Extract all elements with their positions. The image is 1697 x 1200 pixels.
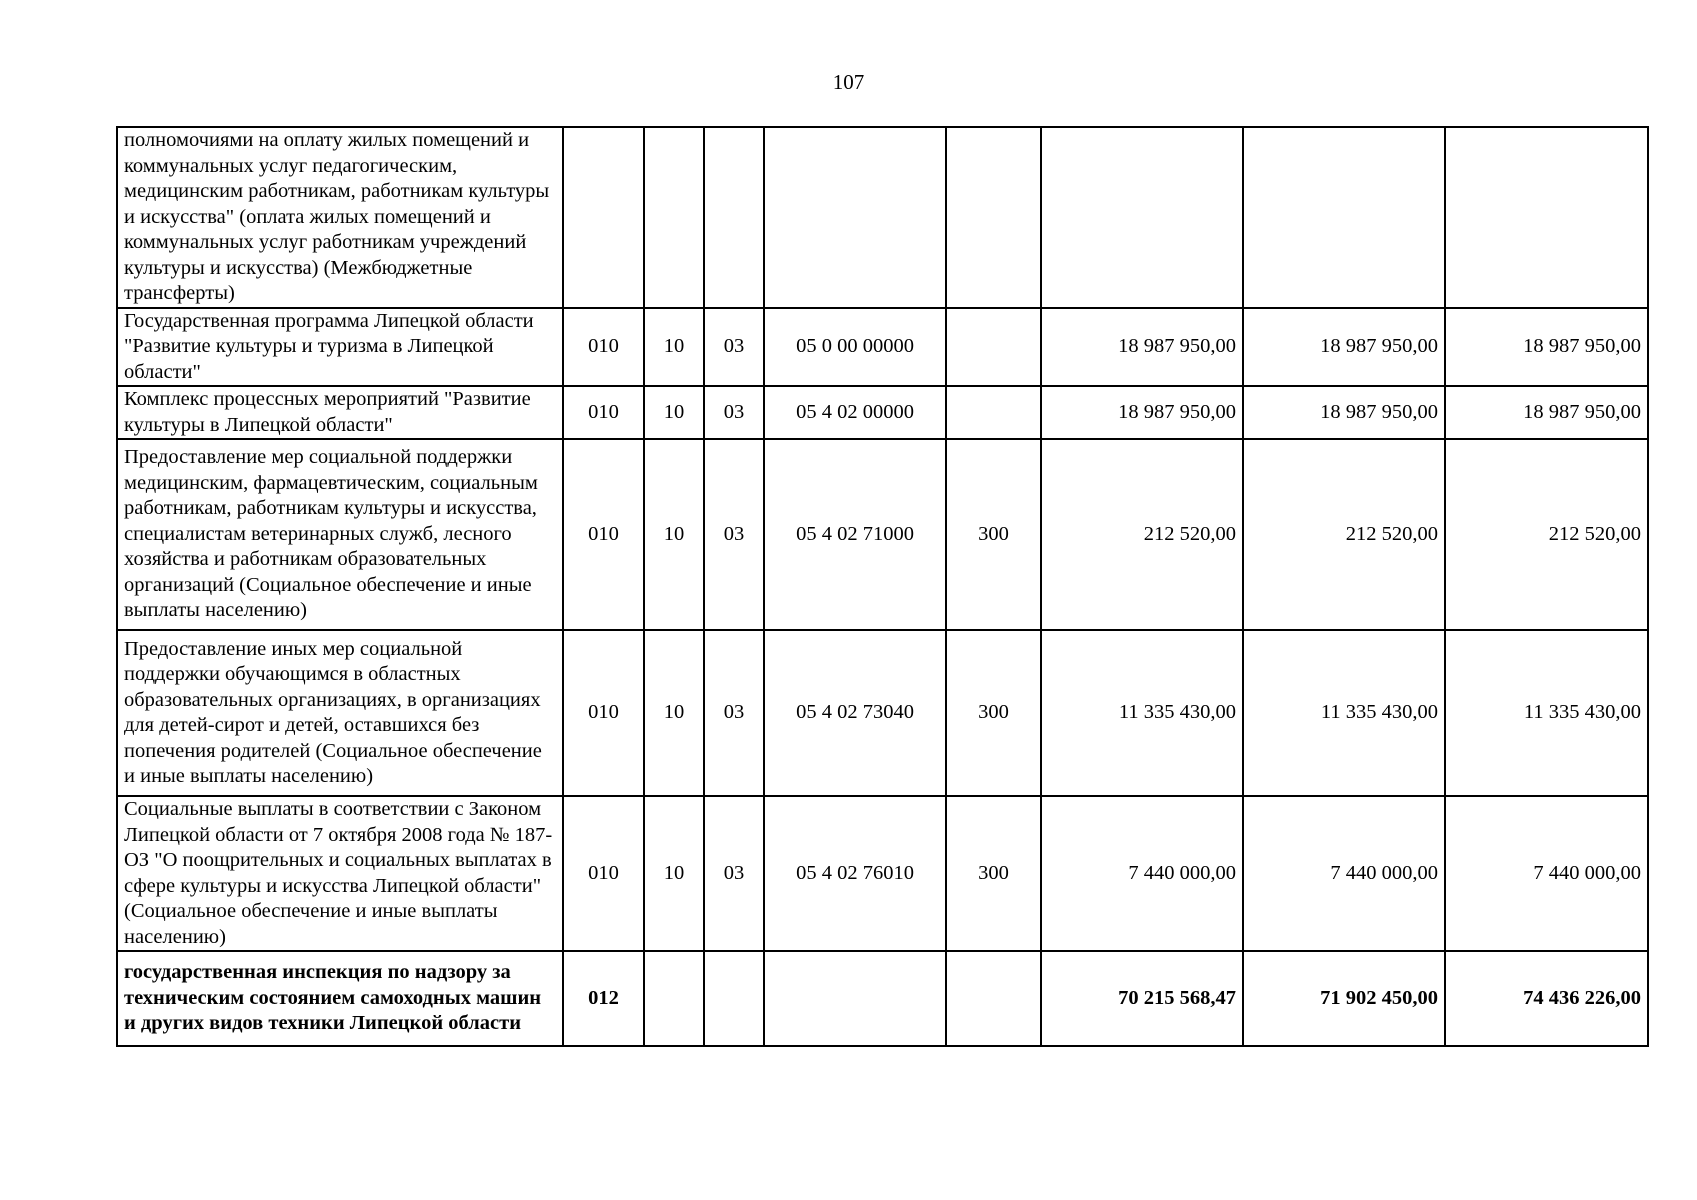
- cell-expense-type: [946, 127, 1041, 308]
- cell-amount-year-3: 18 987 950,00: [1445, 386, 1648, 439]
- cell-section-code: 10: [644, 308, 704, 387]
- cell-department-code: 010: [563, 439, 644, 630]
- cell-department-code: [563, 127, 644, 308]
- cell-expense-type: 300: [946, 630, 1041, 796]
- cell-amount-year-1: [1041, 127, 1243, 308]
- table-row: [117, 127, 1648, 308]
- cell-amount-year-1: 11 335 430,00: [1041, 630, 1243, 796]
- cell-target-article: 05 4 02 73040: [764, 630, 946, 796]
- table-row: [117, 951, 1648, 1046]
- cell-amount-year-3: 212 520,00: [1445, 439, 1648, 630]
- cell-amount-year-1: 7 440 000,00: [1041, 796, 1243, 951]
- cell-amount-year-3: 11 335 430,00: [1445, 630, 1648, 796]
- cell-amount-year-3: 74 436 226,00: [1445, 951, 1648, 1046]
- cell-target-article: 05 0 00 00000: [764, 308, 946, 387]
- cell-subsection-code: 03: [704, 630, 764, 796]
- budget-table-body: [117, 127, 1648, 1046]
- table-row: [117, 308, 1648, 387]
- cell-amount-year-1: 18 987 950,00: [1041, 386, 1243, 439]
- cell-expense-type: 300: [946, 439, 1041, 630]
- cell-amount-year-2: 11 335 430,00: [1243, 630, 1445, 796]
- cell-subsection-code: [704, 127, 764, 308]
- cell-name: Предоставление мер социальной поддержки медицинским, фармацевтическим, социальным работникам, работникам культуры и искусства, специалистам ветеринарных служб, лесного хозяйства и работникам образовательных организаций (Социальное обеспечение и иные выплаты населению): [117, 439, 563, 630]
- cell-amount-year-3: [1445, 127, 1648, 308]
- cell-section-code: 10: [644, 386, 704, 439]
- cell-section-code: 10: [644, 796, 704, 951]
- cell-department-code: 010: [563, 308, 644, 387]
- cell-amount-year-2: 18 987 950,00: [1243, 386, 1445, 439]
- page-number: 107: [832, 70, 865, 94]
- cell-target-article: 05 4 02 00000: [764, 386, 946, 439]
- cell-amount-year-2: 212 520,00: [1243, 439, 1445, 630]
- cell-name: Комплекс процессных мероприятий "Развитие культуры в Липецкой области": [117, 386, 563, 439]
- cell-subsection-code: [704, 951, 764, 1046]
- cell-amount-year-1: 212 520,00: [1041, 439, 1243, 630]
- table-row: [117, 439, 1648, 630]
- cell-amount-year-3: 18 987 950,00: [1445, 308, 1648, 387]
- cell-department-code: 010: [563, 796, 644, 951]
- cell-target-article: [764, 127, 946, 308]
- cell-amount-year-2: [1243, 127, 1445, 308]
- cell-subsection-code: 03: [704, 386, 764, 439]
- cell-department-code: 010: [563, 630, 644, 796]
- cell-name: Социальные выплаты в соответствии с Законом Липецкой области от 7 октября 2008 года № 187-ОЗ "О поощрительных и социальных выплатах в сфере культуры и искусства Липецкой области" (Социальное обеспечение и иные выплаты населению): [117, 796, 563, 951]
- cell-department-code: 012: [563, 951, 644, 1046]
- cell-expense-type: [946, 951, 1041, 1046]
- cell-amount-year-2: 7 440 000,00: [1243, 796, 1445, 951]
- cell-name: Предоставление иных мер социальной поддержки обучающимся в областных образовательных организациях, в организациях для детей-сирот и детей, оставшихся без попечения родителей (Социальное обеспечение и иные выплаты населению): [117, 630, 563, 796]
- cell-target-article: 05 4 02 76010: [764, 796, 946, 951]
- cell-name: полномочиями на оплату жилых помещений и коммунальных услуг педагогическим, медицинским работникам, работникам культуры и искусства" (оплата жилых помещений и коммунальных услуг работникам учреждений культуры и искусства) (Межбюджетные трансферты): [117, 127, 563, 308]
- cell-amount-year-1: 70 215 568,47: [1041, 951, 1243, 1046]
- table-row: [117, 796, 1648, 951]
- cell-amount-year-3: 7 440 000,00: [1445, 796, 1648, 951]
- cell-amount-year-1: 18 987 950,00: [1041, 308, 1243, 387]
- cell-target-article: [764, 951, 946, 1046]
- cell-section-code: 10: [644, 439, 704, 630]
- cell-expense-type: [946, 386, 1041, 439]
- cell-subsection-code: 03: [704, 796, 764, 951]
- cell-expense-type: 300: [946, 796, 1041, 951]
- cell-subsection-code: 03: [704, 308, 764, 387]
- budget-table: [116, 126, 1649, 1047]
- cell-amount-year-2: 18 987 950,00: [1243, 308, 1445, 387]
- cell-name: государственная инспекция по надзору за техническим состоянием самоходных машин и других видов техники Липецкой области: [117, 951, 563, 1046]
- cell-target-article: 05 4 02 71000: [764, 439, 946, 630]
- table-row: [117, 630, 1648, 796]
- cell-name: Государственная программа Липецкой области "Развитие культуры и туризма в Липецкой области": [117, 308, 563, 387]
- cell-amount-year-2: 71 902 450,00: [1243, 951, 1445, 1046]
- cell-department-code: 010: [563, 386, 644, 439]
- cell-expense-type: [946, 308, 1041, 387]
- table-row: [117, 386, 1648, 439]
- cell-section-code: 10: [644, 630, 704, 796]
- cell-section-code: [644, 127, 704, 308]
- cell-section-code: [644, 951, 704, 1046]
- cell-subsection-code: 03: [704, 439, 764, 630]
